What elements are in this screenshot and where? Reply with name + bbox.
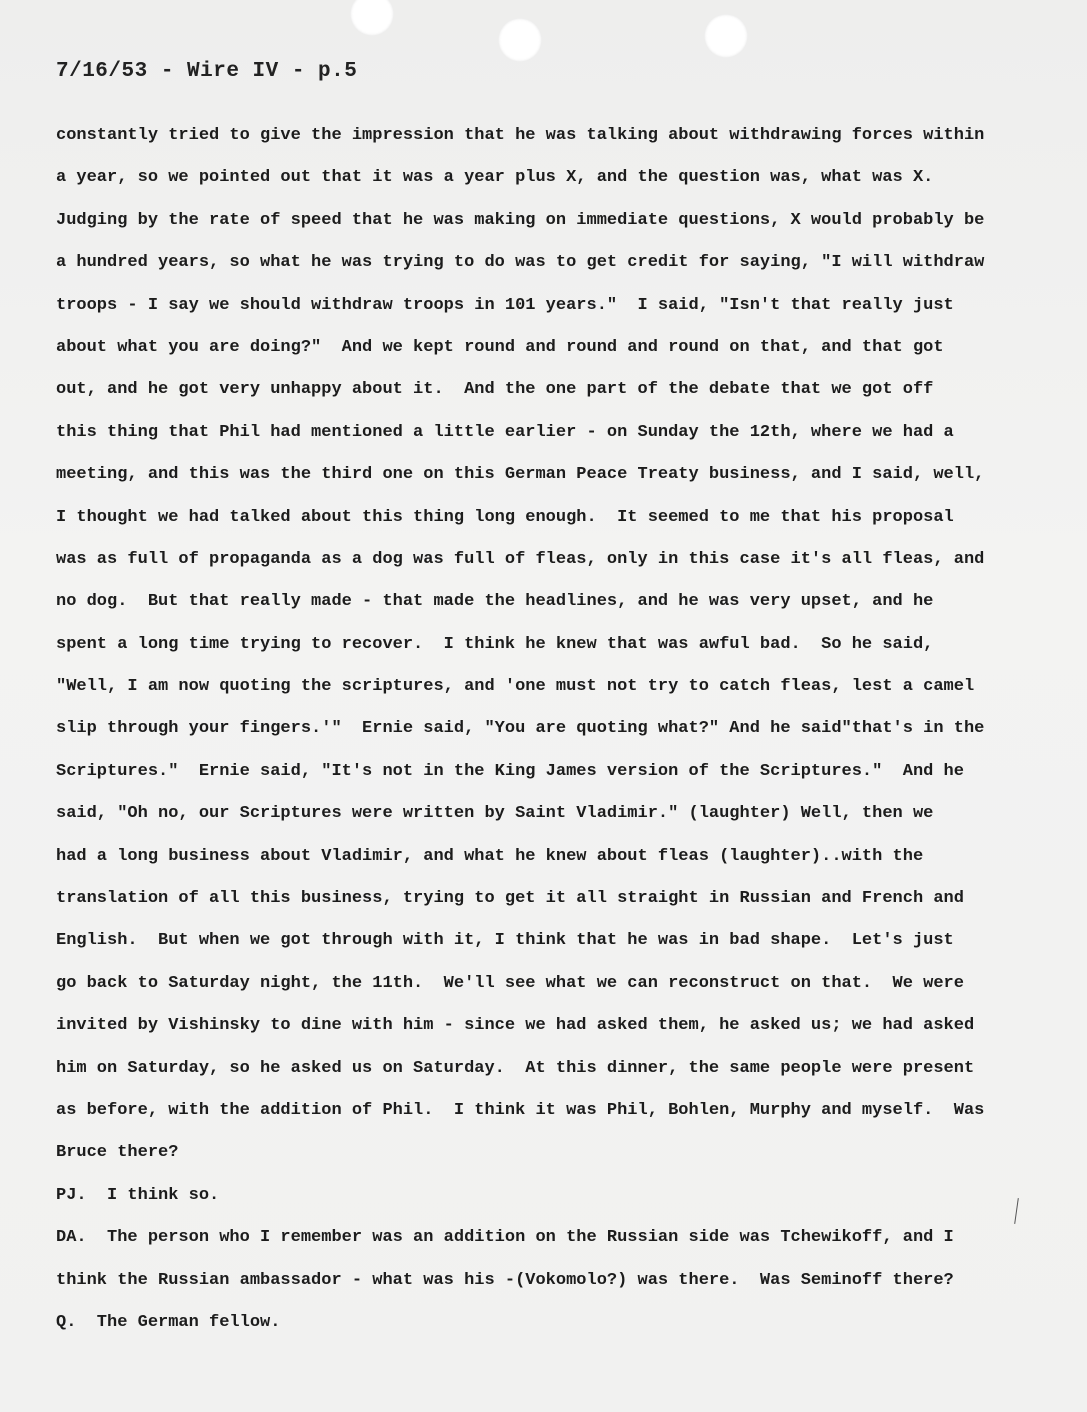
transcript-body [56, 120, 1046, 1349]
text-line: slip through your fingers.'" Ernie said, "You are quoting what?" And he said"that's in the [56, 719, 985, 739]
text-line: I thought we had talked about this thing long enough. It seemed to me that his proposal [56, 507, 954, 527]
text-line: a hundred years, so what he was trying to do was to get credit for saying, "I will withdraw [56, 253, 985, 273]
text-line: troops - I say we should withdraw troops in 101 years." I said, "Isn't that really just [56, 295, 954, 315]
text-line: out, and he got very unhappy about it. And the one part of the debate that we got off [56, 380, 934, 400]
text-line: was as full of propaganda as a dog was full of fleas, only in this case it's all fleas, and [56, 549, 985, 569]
text-line: had a long business about Vladimir, and what he knew about fleas (laughter)..with the [56, 846, 924, 866]
text-line: meeting, and this was the third one on this German Peace Treaty business, and I said, well, [56, 465, 985, 485]
text-line: as before, with the addition of Phil. I think it was Phil, Bohlen, Murphy and myself. Was [56, 1100, 985, 1120]
text-line: spent a long time trying to recover. I think he knew that was awful bad. So he said, [56, 634, 934, 654]
text-line: go back to Saturday night, the 11th. We'll see what we can reconstruct on that. We were [56, 973, 964, 993]
text-line: invited by Vishinsky to dine with him - since we had asked them, he asked us; we had asked [56, 1016, 975, 1036]
text-line: this thing that Phil had mentioned a little earlier - on Sunday the 12th, where we had a [56, 422, 954, 442]
text-line: him on Saturday, so he asked us on Saturday. At this dinner, the same people were present [56, 1058, 975, 1078]
text-line: said, "Oh no, our Scriptures were written by Saint Vladimir." (laughter) Well, then we [56, 804, 934, 824]
punch-hole [498, 18, 542, 62]
text-line: no dog. But that really made - that made the headlines, and he was very upset, and he [56, 592, 934, 612]
text-line: translation of all this business, trying to get it all straight in Russian and French and [56, 889, 964, 909]
text-line: Bruce there? [56, 1143, 179, 1163]
text-line: Judging by the rate of speed that he was making on immediate questions, X would probably be [56, 210, 985, 230]
text-line: "Well, I am now quoting the scriptures, and 'one must not try to catch fleas, lest a camel [56, 677, 975, 697]
text-line: Scriptures." Ernie said, "It's not in the King James version of the Scriptures." And he [56, 761, 964, 781]
text-line: think the Russian ambassador - what was his -(Vokomolo?) was there. Was Seminoff there? [56, 1270, 954, 1290]
text-line: about what you are doing?" And we kept round and round and round on that, and that got [56, 337, 944, 357]
speaker-line: Q. The German fellow. [56, 1312, 281, 1332]
page-header: 7/16/53 - Wire IV - p.5 [56, 60, 358, 83]
speaker-line: PJ. I think so. [56, 1185, 220, 1205]
text-line: a year, so we pointed out that it was a year plus X, and the question was, what was X. [56, 168, 934, 188]
punch-hole [704, 14, 748, 58]
text-line: constantly tried to give the impression that he was talking about withdrawing forces within [56, 126, 985, 145]
speaker-line: DA. The person who I remember was an addition on the Russian side was Tchewikoff, and I [56, 1228, 954, 1248]
punch-hole [350, 0, 394, 36]
text-line: English. But when we got through with it, I think that he was in bad shape. Let's just [56, 931, 954, 951]
